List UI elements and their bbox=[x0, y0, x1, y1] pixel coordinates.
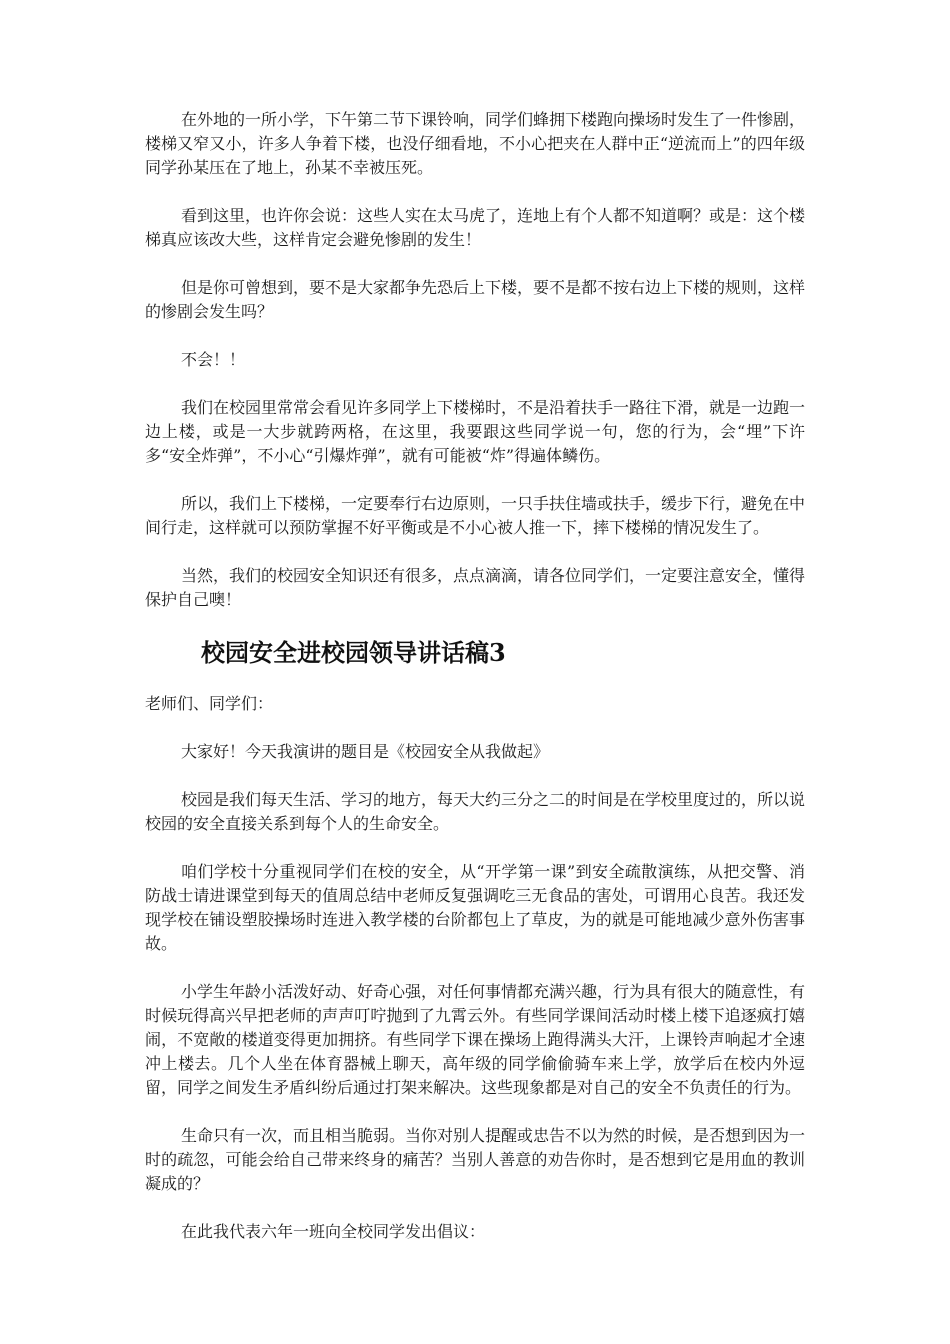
paragraph: 在外地的一所小学，下午第二节下课铃响，同学们蜂拥下楼跑向操场时发生了一件惨剧，楼梯又窄又小，许多人争着下楼，也没仔细看地，不小心把夹在人群中正“逆流而上”的四年级同学孙某压在了地上，孙某不幸被压死。 bbox=[145, 110, 806, 177]
paragraph: 但是你可曾想到，要不是大家都争先恐后上下楼，要不是都不按右边上下楼的规则，这样的惨剧会发生吗？ bbox=[145, 278, 806, 321]
paragraph: 所以，我们上下楼梯，一定要奉行右边原则，一只手扶住墙或扶手，缓步下行，避免在中间行走，这样就可以预防掌握不好平衡或是不小心被人推一下，摔下楼梯的情况发生了。 bbox=[145, 494, 806, 537]
paragraph: 小学生年龄小活泼好动、好奇心强，对任何事情都充满兴趣，行为具有很大的随意性，有时候玩得高兴早把老师的声声叮咛抛到了九霄云外。有些同学课间活动时楼上楼下追逐疯打嬉闹，不宽敞的楼道变得更加拥挤。有些同学下课在操场上跑得满头大汗，上课铃声响起才全速冲上楼去。几个人坐在体育器械上聊天，高年级的同学偷偷骑车来上学，放学后在校内外逗留，同学之间发生矛盾纠纷后通过打架来解决。这些现象都是对自己的安全不负责任的行为。 bbox=[145, 982, 806, 1097]
paragraph: 当然，我们的校园安全知识还有很多，点点滴滴，请各位同学们，一定要注意安全，懂得保护自己噢！ bbox=[145, 566, 806, 609]
paragraph: 生命只有一次，而且相当脆弱。当你对别人提醒或忠告不以为然的时候，是否想到因为一时的疏忽，可能会给自己带来终身的痛苦？当别人善意的劝告你时，是否想到它是用血的教训凝成的？ bbox=[145, 1126, 806, 1193]
paragraph: 大家好！今天我演讲的题目是《校园安全从我做起》 bbox=[181, 742, 550, 761]
paragraph: 校园是我们每天生活、学习的地方，每天大约三分之二的时间是在学校里度过的，所以说校园的安全直接关系到每个人的生命安全。 bbox=[145, 790, 806, 833]
paragraph: 不会！！ bbox=[181, 350, 246, 369]
paragraph: 看到这里，也许你会说：这些人实在太马虎了，连地上有个人都不知道啊？或是：这个楼梯真应该改大些，这样肯定会避免惨剧的发生！ bbox=[145, 206, 806, 249]
section-heading: 校园安全进校园领导讲话稿3 bbox=[201, 638, 506, 667]
paragraph: 在此我代表六年一班向全校同学发出倡议： bbox=[181, 1222, 486, 1241]
paragraph: 咱们学校十分重视同学们在校的安全，从“开学第一课”到安全疏散演练，从把交警、消防战士请进课堂到每天的值周总结中老师反复强调吃三无食品的害处，可谓用心良苦。我还发现学校在铺设塑胶操场时连进入教学楼的台阶都包上了草皮，为的就是可能地减少意外伤害事故。 bbox=[145, 862, 805, 953]
salutation: 老师们、同学们： bbox=[145, 694, 274, 713]
paragraph: 我们在校园里常常会看见许多同学上下楼梯时，不是沿着扶手一路往下滑，就是一边跑一边上楼，或是一大步就跨两格，在这里，我要跟这些同学说一句，您的行为，会“埋”下许多“安全炸弹”，不小心“引爆炸弹”，就有可能被“炸”得遍体鳞伤。 bbox=[145, 398, 806, 465]
document-body bbox=[145, 108, 805, 1268]
